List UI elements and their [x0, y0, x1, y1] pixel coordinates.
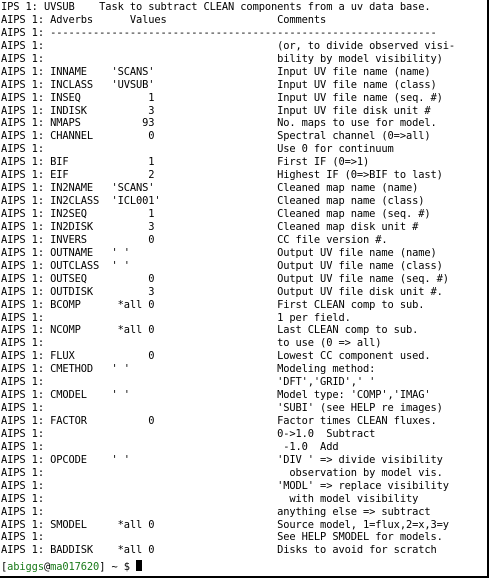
terminal-line: AIPS 1: INNAME 'SCANS' Input UV file name (name) [1, 65, 431, 78]
terminal-line: AIPS 1: IN2DISK 3 Cleaned map disk unit # [1, 220, 419, 233]
terminal-line: AIPS 1: INCLASS 'UVSUB' Input UV file name (class) [1, 78, 437, 91]
terminal-line: AIPS 1: to use (0 => all) [1, 337, 382, 350]
terminal-line: AIPS 1: FLUX 0 Lowest CC component used. [1, 350, 431, 363]
terminal-line: AIPS 1: BIF 1 First IF (0=>1) [1, 156, 370, 169]
terminal-line: AIPS 1: INVERS 0 CC file version #. [1, 233, 388, 246]
terminal-line: AIPS 1: OUTCLASS ' ' Output UV file name (class) [1, 259, 443, 272]
prompt-host: ma017620 [50, 561, 100, 573]
terminal-line: AIPS 1: 'DFT','GRID',' ' [1, 376, 376, 389]
terminal-line: AIPS 1: OUTNAME ' ' Output UV file name (name) [1, 246, 437, 259]
terminal-line: AIPS 1: --------------------------------------------------------------- [1, 26, 437, 39]
terminal-line: AIPS 1: bility by model visibility) [1, 52, 443, 65]
terminal-line: AIPS 1: IN2CLASS 'ICL001' Cleaned map name (class) [1, 195, 425, 208]
terminal-line: IPS 1: UVSUB Task to subtract CLEAN components from a uv data base. [1, 1, 431, 13]
terminal-line: AIPS 1: BADDISK *all 0 Disks to avoid for scratch [1, 544, 437, 557]
terminal-line: AIPS 1: EIF 2 Highest IF (0=>BIF to last) [1, 169, 443, 182]
terminal-line: AIPS 1: FACTOR 0 Factor times CLEAN fluxes. [1, 415, 437, 427]
prompt-open-bracket: [ [1, 561, 8, 573]
terminal-line: AIPS 1: with model visibility [1, 492, 419, 505]
terminal-line: AIPS 1: INSEQ 1 Input UV file name (seq. #) [1, 91, 443, 104]
terminal-line: AIPS 1: observation by model vis. [1, 466, 443, 479]
prompt-path: ~ $ [105, 561, 137, 573]
prompt-close-bracket: ] [99, 561, 106, 573]
terminal-line: AIPS 1: CHANNEL 0 Spectral channel (0=>all) [1, 130, 431, 143]
terminal-line: AIPS 1: Adverbs Values Comments [1, 13, 327, 26]
terminal-line: AIPS 1: See HELP SMODEL for models. [1, 531, 443, 544]
terminal-line: AIPS 1: CMODEL ' ' Model type: 'COMP','IMAG' [1, 389, 431, 402]
terminal-line: AIPS 1: INDISK 3 Input UV file disk unit # [1, 104, 431, 117]
terminal-line: AIPS 1: 'MODL' => replace visibility [1, 479, 449, 492]
terminal-line: AIPS 1: IN2SEQ 1 Cleaned map name (seq. #) [1, 208, 431, 220]
terminal-line: AIPS 1: 1 per field. [1, 311, 351, 324]
terminal-line: AIPS 1: -1.0 Add [1, 440, 339, 453]
terminal-line: AIPS 1: CMETHOD ' ' Modeling method: [1, 363, 376, 376]
shell-prompt[interactable] [1, 560, 142, 574]
terminal-line: AIPS 1: (or, to divide observed visi- [1, 39, 456, 52]
prompt-at: @ [43, 561, 51, 573]
terminal-line: AIPS 1: NMAPS 93 No. maps to use for model. [1, 117, 437, 130]
terminal-line: AIPS 1: OUTDISK 3 Output UV file disk unit #. [1, 285, 443, 298]
prompt-user: abiggs [7, 561, 44, 573]
terminal-line: AIPS 1: anything else => subtract [1, 505, 431, 518]
terminal-line: AIPS 1: NCOMP *all 0 Last CLEAN comp to sub. [1, 324, 419, 337]
terminal-line: AIPS 1: 'SUBI' (see HELP re images) [1, 402, 443, 415]
terminal-line: AIPS 1: IN2NAME 'SCANS' Cleaned map name (name) [1, 182, 419, 195]
terminal-line: AIPS 1: Use 0 for continuum [1, 143, 394, 156]
text-cursor[interactable] [136, 560, 142, 571]
terminal-line: AIPS 1: OPCODE ' ' 'DIV ' => divide visibility [1, 453, 443, 466]
terminal-output [1, 1, 487, 557]
terminal-line: AIPS 1: OUTSEQ 0 Output UV file name (seq. #) [1, 272, 449, 285]
terminal-line: AIPS 1: SMODEL *all 0 Source model, 1=flux,2=x,3=y [1, 518, 449, 531]
terminal-line: AIPS 1: 0->1.0 Subtract [1, 427, 376, 440]
terminal-line: AIPS 1: BCOMP *all 0 First CLEAN comp to sub. [1, 298, 425, 311]
